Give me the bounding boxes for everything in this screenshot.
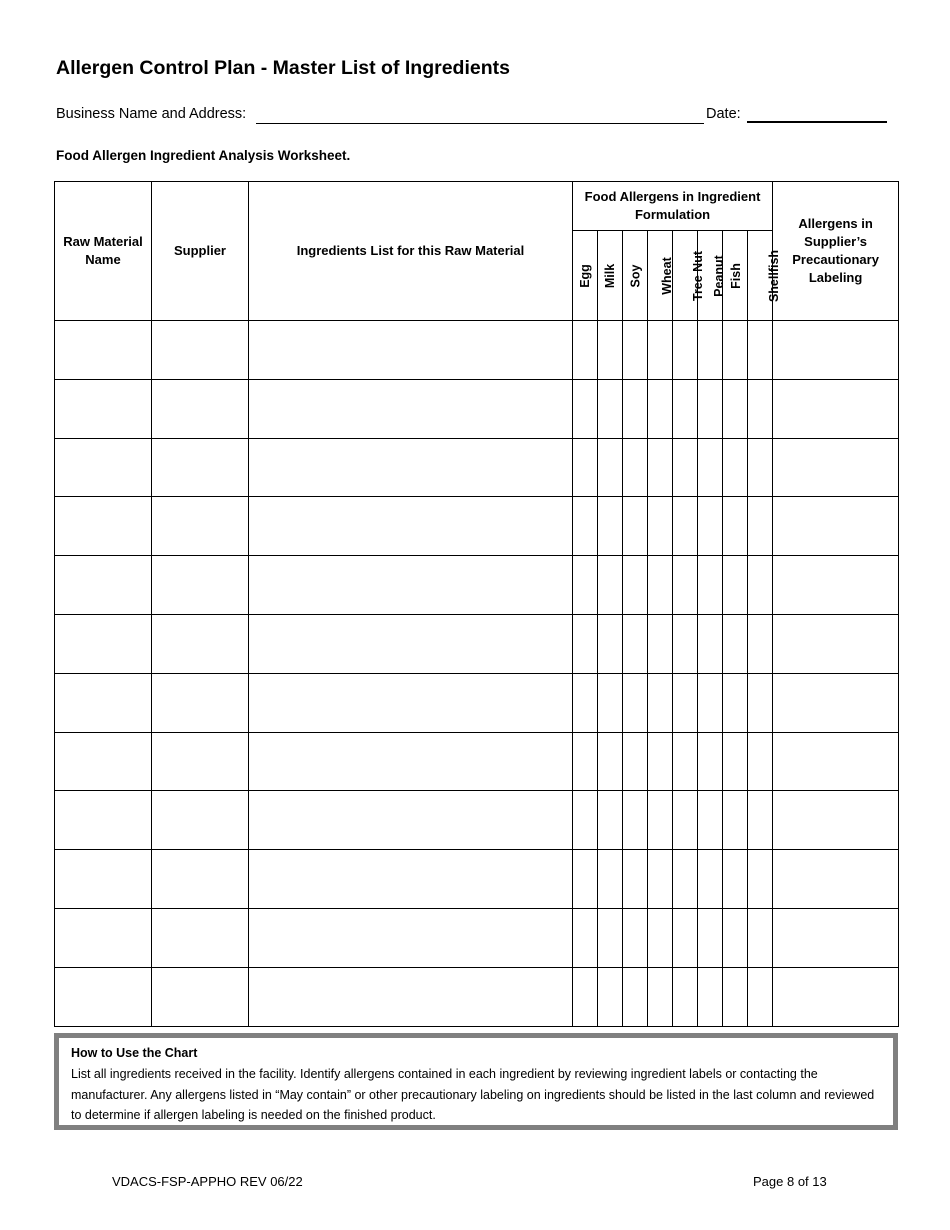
table-cell[interactable] (573, 497, 598, 556)
table-cell[interactable] (152, 438, 249, 497)
date-label: Date: (706, 106, 741, 122)
date-field[interactable] (747, 121, 887, 123)
table-cell[interactable] (623, 908, 648, 967)
table-cell[interactable] (573, 850, 598, 909)
table-cell[interactable] (748, 673, 773, 732)
table-cell[interactable] (623, 379, 648, 438)
table-cell[interactable] (673, 791, 698, 850)
header-raw-material: Raw Material Name (55, 182, 152, 321)
table-cell[interactable] (598, 321, 623, 380)
table-cell[interactable] (773, 438, 899, 497)
table-cell[interactable] (648, 908, 673, 967)
table-cell[interactable] (598, 556, 623, 615)
worksheet-subtitle: Food Allergen Ingredient Analysis Worksheet. (56, 148, 351, 163)
allergen-label: Tree Nut (691, 250, 706, 301)
table-cell[interactable] (152, 967, 249, 1026)
page-number: Page 8 of 13 (753, 1174, 827, 1189)
table-cell[interactable] (573, 908, 598, 967)
table-cell[interactable] (773, 732, 899, 791)
table-cell[interactable] (623, 321, 648, 380)
table-cell[interactable] (598, 614, 623, 673)
table-cell[interactable] (648, 732, 673, 791)
table-cell[interactable] (648, 850, 673, 909)
table-cell[interactable] (249, 556, 573, 615)
table-cell[interactable] (723, 497, 748, 556)
header-allergen-shellfish (748, 231, 782, 321)
help-text: List all ingredients received in the facility. Identify allergens contained in each ingredient by reviewing ingredient labels or contacting the manufacturer. Any allergens listed in “May contain” or other precautionary labeling on ingredients should be listed in the last column and reviewed to determine if allergen labeling is needed on the finished product. (71, 1067, 875, 1122)
table-cell[interactable] (648, 321, 673, 380)
table-cell[interactable] (723, 673, 748, 732)
header-precautionary: Allergens in Supplier’s Precautionary Labeling (773, 182, 899, 321)
allergen-label: Shellfish (767, 249, 782, 302)
table-cell[interactable] (748, 908, 773, 967)
table-cell[interactable] (152, 908, 249, 967)
table-row (55, 908, 899, 967)
header-allergen-tree-nut (673, 231, 706, 321)
header-allergen-fish (723, 231, 748, 321)
table-cell[interactable] (573, 673, 598, 732)
table-cell[interactable] (673, 967, 698, 1026)
table-row (55, 321, 899, 380)
table-cell[interactable] (598, 908, 623, 967)
table-cell[interactable] (673, 379, 698, 438)
table-row (55, 497, 899, 556)
table-cell[interactable] (673, 673, 698, 732)
table-cell[interactable] (773, 673, 899, 732)
table-cell[interactable] (698, 497, 723, 556)
table-cell[interactable] (573, 614, 598, 673)
table-cell[interactable] (573, 556, 598, 615)
table-cell[interactable] (698, 556, 723, 615)
table-cell[interactable] (673, 438, 698, 497)
table-cell[interactable] (698, 791, 723, 850)
table-cell[interactable] (55, 556, 152, 615)
table-cell[interactable] (152, 497, 249, 556)
table-cell[interactable] (723, 556, 748, 615)
table-cell[interactable] (55, 791, 152, 850)
table-cell[interactable] (55, 379, 152, 438)
ingredient-worksheet-table (54, 181, 899, 1027)
table-cell[interactable] (598, 732, 623, 791)
table-cell[interactable] (698, 967, 723, 1026)
header-allergen-wheat (648, 231, 673, 321)
table-cell[interactable] (748, 791, 773, 850)
table-cell[interactable] (773, 967, 899, 1026)
table-cell[interactable] (648, 556, 673, 615)
table-cell[interactable] (573, 732, 598, 791)
table-cell[interactable] (55, 732, 152, 791)
table-cell[interactable] (152, 791, 249, 850)
table-cell[interactable] (748, 967, 773, 1026)
table-cell[interactable] (648, 791, 673, 850)
table-cell[interactable] (249, 673, 573, 732)
table-cell[interactable] (723, 438, 748, 497)
table-cell[interactable] (698, 850, 723, 909)
table-cell[interactable] (249, 791, 573, 850)
table-cell[interactable] (152, 321, 249, 380)
table-cell[interactable] (573, 791, 598, 850)
table-cell[interactable] (773, 908, 899, 967)
table-cell[interactable] (623, 791, 648, 850)
table-cell[interactable] (748, 497, 773, 556)
table-cell[interactable] (623, 850, 648, 909)
table-cell[interactable] (698, 908, 723, 967)
table-cell[interactable] (648, 379, 673, 438)
table-cell[interactable] (723, 791, 748, 850)
table-cell[interactable] (598, 379, 623, 438)
table-cell[interactable] (573, 438, 598, 497)
table-row (55, 791, 899, 850)
table-cell[interactable] (249, 438, 573, 497)
help-title: How to Use the Chart (71, 1046, 198, 1060)
table-cell[interactable] (723, 732, 748, 791)
table-cell[interactable] (55, 321, 152, 380)
table-cell[interactable] (698, 379, 723, 438)
table-cell[interactable] (55, 497, 152, 556)
table-cell[interactable] (249, 497, 573, 556)
table-cell[interactable] (598, 497, 623, 556)
table-cell[interactable] (748, 732, 773, 791)
header-supplier: Supplier (152, 182, 249, 321)
table-cell[interactable] (249, 614, 573, 673)
table-cell[interactable] (623, 967, 648, 1026)
table-cell[interactable] (673, 850, 698, 909)
table-cell[interactable] (698, 673, 723, 732)
table-cell[interactable] (648, 497, 673, 556)
table-cell[interactable] (698, 732, 723, 791)
table-cell[interactable] (573, 967, 598, 1026)
table-cell[interactable] (152, 732, 249, 791)
table-cell[interactable] (648, 673, 673, 732)
table-cell[interactable] (723, 614, 748, 673)
table-cell[interactable] (573, 379, 598, 438)
table-cell[interactable] (673, 908, 698, 967)
allergen-label: Soy (628, 264, 642, 287)
allergen-label: Fish (728, 262, 743, 289)
table-row (55, 379, 899, 438)
how-to-use-box (54, 1033, 898, 1130)
table-cell[interactable] (673, 556, 698, 615)
table-cell[interactable] (598, 967, 623, 1026)
table-cell[interactable] (698, 614, 723, 673)
table-cell[interactable] (773, 497, 899, 556)
table-cell[interactable] (55, 614, 152, 673)
allergen-label: Egg (577, 263, 592, 288)
allergen-label: Peanut (711, 254, 726, 297)
header-allergen-milk (598, 231, 623, 321)
table-row (55, 438, 899, 497)
table-cell[interactable] (152, 556, 249, 615)
table-cell[interactable] (249, 321, 573, 380)
table-cell[interactable] (598, 850, 623, 909)
allergen-label: Wheat (659, 256, 674, 295)
table-cell[interactable] (773, 321, 899, 380)
table-cell[interactable] (55, 967, 152, 1026)
table-cell[interactable] (55, 850, 152, 909)
table-row (55, 556, 899, 615)
table-cell[interactable] (648, 614, 673, 673)
business-name-field[interactable] (256, 123, 704, 124)
table-cell[interactable] (723, 321, 748, 380)
table-cell[interactable] (623, 614, 648, 673)
table-cell[interactable] (249, 850, 573, 909)
table-cell[interactable] (748, 614, 773, 673)
table-cell[interactable] (773, 791, 899, 850)
table-cell[interactable] (723, 850, 748, 909)
table-cell[interactable] (573, 321, 598, 380)
table-cell[interactable] (598, 438, 623, 497)
table-cell[interactable] (598, 791, 623, 850)
table-cell[interactable] (598, 673, 623, 732)
table-cell[interactable] (773, 556, 899, 615)
table-cell[interactable] (249, 967, 573, 1026)
table-cell[interactable] (55, 908, 152, 967)
table-cell[interactable] (723, 967, 748, 1026)
table-cell[interactable] (748, 321, 773, 380)
table-cell[interactable] (748, 556, 773, 615)
table-cell[interactable] (623, 438, 648, 497)
table-cell[interactable] (673, 321, 698, 380)
table-cell[interactable] (249, 908, 573, 967)
table-cell[interactable] (249, 379, 573, 438)
table-cell[interactable] (623, 732, 648, 791)
table-cell[interactable] (673, 497, 698, 556)
business-name-label: Business Name and Address: (56, 106, 247, 122)
table-cell[interactable] (748, 438, 773, 497)
table-cell[interactable] (249, 732, 573, 791)
table-cell[interactable] (55, 673, 152, 732)
table-cell[interactable] (152, 614, 249, 673)
table-cell[interactable] (673, 732, 698, 791)
table-cell[interactable] (623, 556, 648, 615)
table-cell[interactable] (773, 614, 899, 673)
table-cell[interactable] (698, 321, 723, 380)
header-allergen-egg (573, 231, 598, 321)
header-allergen-soy (623, 231, 648, 321)
table-cell[interactable] (152, 379, 249, 438)
table-cell[interactable] (623, 673, 648, 732)
table-cell[interactable] (748, 379, 773, 438)
table-cell[interactable] (723, 379, 748, 438)
header-allergens-group: Food Allergens in Ingredient Formulation (573, 182, 773, 231)
table-row (55, 850, 899, 909)
table-cell[interactable] (723, 908, 748, 967)
table-cell[interactable] (152, 673, 249, 732)
table-row (55, 614, 899, 673)
form-id: VDACS-FSP-APPHO REV 06/22 (112, 1174, 303, 1189)
table-cell[interactable] (152, 850, 249, 909)
table-cell[interactable] (773, 850, 899, 909)
table-row (55, 967, 899, 1026)
table-cell[interactable] (648, 438, 673, 497)
table-row (55, 673, 899, 732)
table-cell[interactable] (698, 438, 723, 497)
allergen-label: Milk (603, 263, 618, 288)
table-cell[interactable] (623, 497, 648, 556)
table-row (55, 732, 899, 791)
table-cell[interactable] (648, 967, 673, 1026)
table-cell[interactable] (773, 379, 899, 438)
table-cell[interactable] (673, 614, 698, 673)
page-title: Allergen Control Plan - Master List of Ingredients (56, 57, 510, 79)
table-cell[interactable] (55, 438, 152, 497)
header-ingredients: Ingredients List for this Raw Material (249, 182, 573, 321)
table-cell[interactable] (748, 850, 773, 909)
